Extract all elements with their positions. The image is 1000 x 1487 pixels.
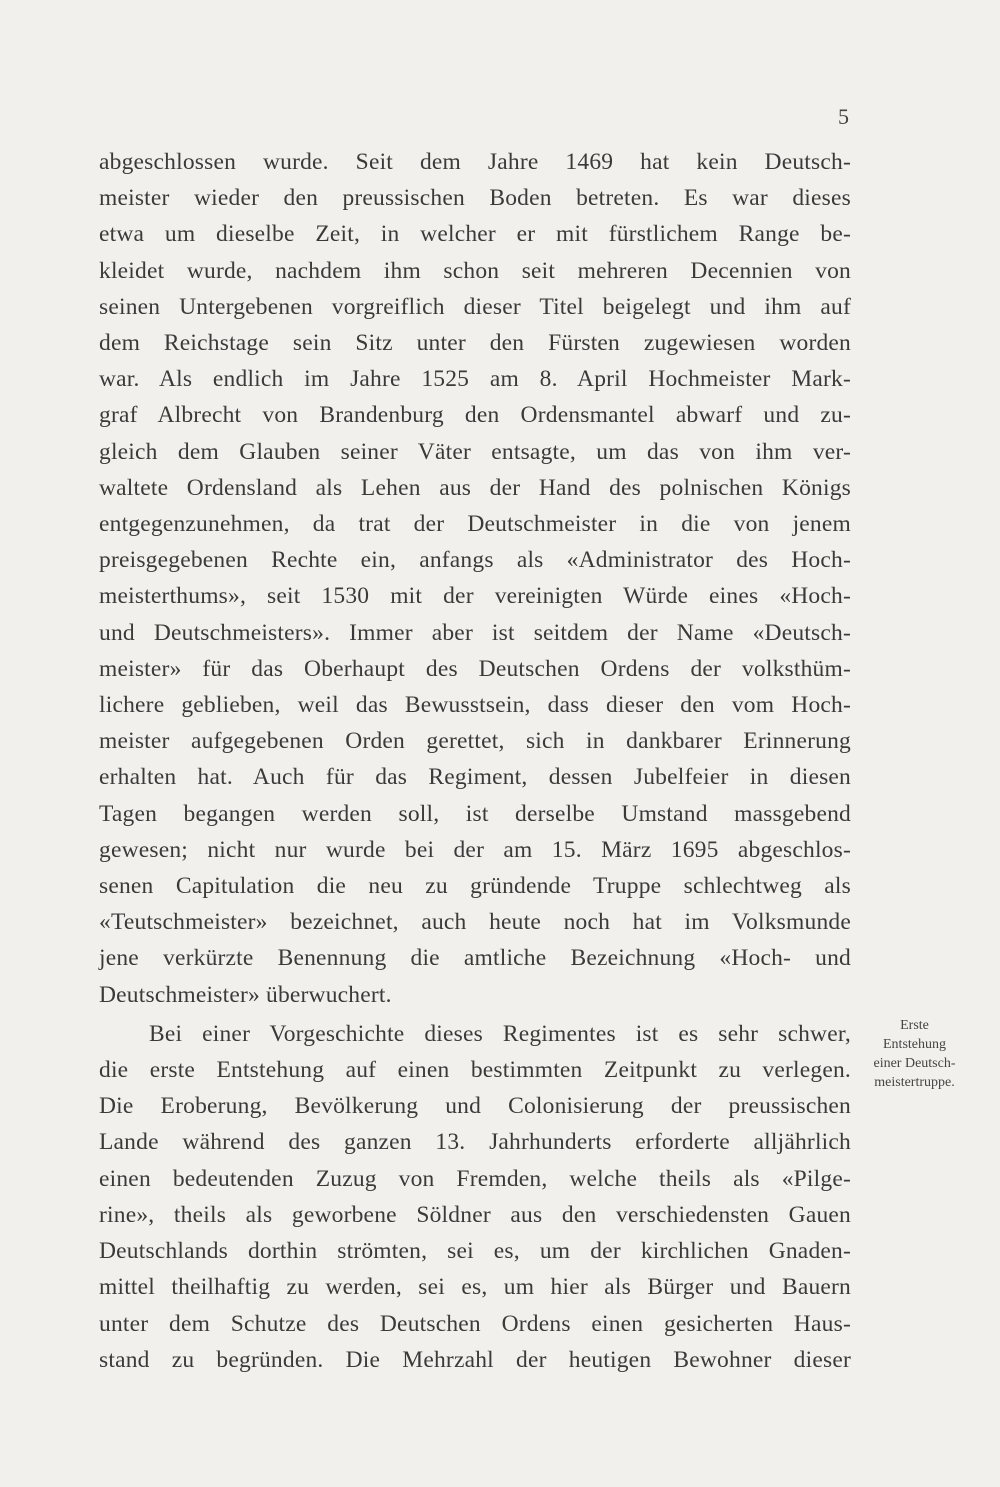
text-line: meisterthums», seit 1530 mit der vereinigten Würde eines «Hoch- <box>99 583 851 610</box>
text-line: Die Eroberung, Bevölkerung und Colonisierung der preussischen <box>99 1093 851 1120</box>
text-line: gleich dem Glauben seiner Väter entsagte, um das von ihm ver- <box>99 438 851 465</box>
page-number: 5 <box>838 104 849 129</box>
text-line: unter dem Schutze des Deutschen Ordens einen gesicherten Haus- <box>99 1310 851 1337</box>
text-line: stand zu begründen. Die Mehrzahl der heutigen Bewohner dieser <box>99 1346 851 1373</box>
text-line: mittel theilhaftig zu werden, sei es, um hier als Bürger und Bauern <box>99 1274 851 1301</box>
text-line: gewesen; nicht nur wurde bei der am 15. März 1695 abgeschlos- <box>99 836 851 863</box>
body-text <box>99 144 851 1378</box>
text-line: Tagen begangen werden soll, ist derselbe Umstand massgebend <box>99 800 851 827</box>
text-line: jene verkürzte Benennung die amtliche Bezeichnung «Hoch- und <box>99 945 851 972</box>
text-line: Lande während des ganzen 13. Jahrhunderts erforderte alljährlich <box>99 1129 851 1156</box>
margin-note-line: meistertruppe. <box>874 1075 955 1090</box>
text-line: meister aufgegebenen Orden gerettet, sich in dankbarer Erinnerung <box>99 728 851 755</box>
text-line: lichere geblieben, weil das Bewusstsein, dass dieser den vom Hoch- <box>99 692 851 719</box>
margin-note-line: Erste <box>900 1018 929 1033</box>
text-line: meister» für das Oberhaupt des Deutschen Ordens der volksthüm- <box>99 655 851 682</box>
text-line: «Teutschmeister» bezeichnet, auch heute noch hat im Volksmunde <box>99 909 851 936</box>
text-line: etwa um dieselbe Zeit, in welcher er mit fürstlichem Range be- <box>99 221 851 248</box>
text-line: seinen Untergebenen vorgreiflich dieser Titel beigelegt und ihm auf <box>99 293 851 320</box>
text-line: meister wieder den preussischen Boden betreten. Es war dieses <box>99 185 851 212</box>
text-line: war. Als endlich im Jahre 1525 am 8. April Hochmeister Mark- <box>99 366 851 393</box>
text-line: kleidet wurde, nachdem ihm schon seit mehreren Decennien von <box>99 257 851 284</box>
text-line: abgeschlossen wurde. Seit dem Jahre 1469 hat kein Deutsch- <box>99 149 851 175</box>
text-line: senen Capitulation die neu zu gründende Truppe schlechtweg als <box>99 873 851 900</box>
text-line: entgegenzunehmen, da trat der Deutschmeister in die von jenem <box>99 511 851 538</box>
paragraph <box>99 1016 851 1378</box>
text-line: preisgegebenen Rechte ein, anfangs als «Administrator des Hoch- <box>99 547 851 574</box>
margin-note-line: Entstehung <box>883 1037 946 1052</box>
text-line: waltete Ordensland als Lehen aus der Hand des polnischen Königs <box>99 474 851 501</box>
text-line: die erste Entstehung auf einen bestimmten Zeitpunkt zu verlegen. <box>99 1057 851 1084</box>
margin-note <box>852 1016 977 1092</box>
text-line: erhalten hat. Auch für das Regiment, dessen Jubelfeier in diesen <box>99 764 851 791</box>
paragraph <box>99 144 851 1013</box>
text-line: Deutschlands dorthin strömten, sei es, um der kirchlichen Gnaden- <box>99 1238 851 1265</box>
text-line: dem Reichstage sein Sitz unter den Fürsten zugewiesen worden <box>99 330 851 357</box>
text-line: graf Albrecht von Brandenburg den Ordensmantel abwarf und zu- <box>99 402 851 429</box>
text-line: Bei einer Vorgeschichte dieses Regimentes ist es sehr schwer, <box>149 1020 851 1047</box>
text-line: und Deutschmeisters». Immer aber ist seitdem der Name «Deutsch- <box>99 619 851 646</box>
text-line: einen bedeutenden Zuzug von Fremden, welche theils als «Pilge- <box>99 1165 851 1192</box>
text-line: Deutschmeister» überwuchert. <box>99 981 392 1008</box>
text-line: rine», theils als geworbene Söldner aus den verschiedensten Gauen <box>99 1201 851 1228</box>
margin-note-line: einer Deutsch- <box>873 1056 956 1071</box>
